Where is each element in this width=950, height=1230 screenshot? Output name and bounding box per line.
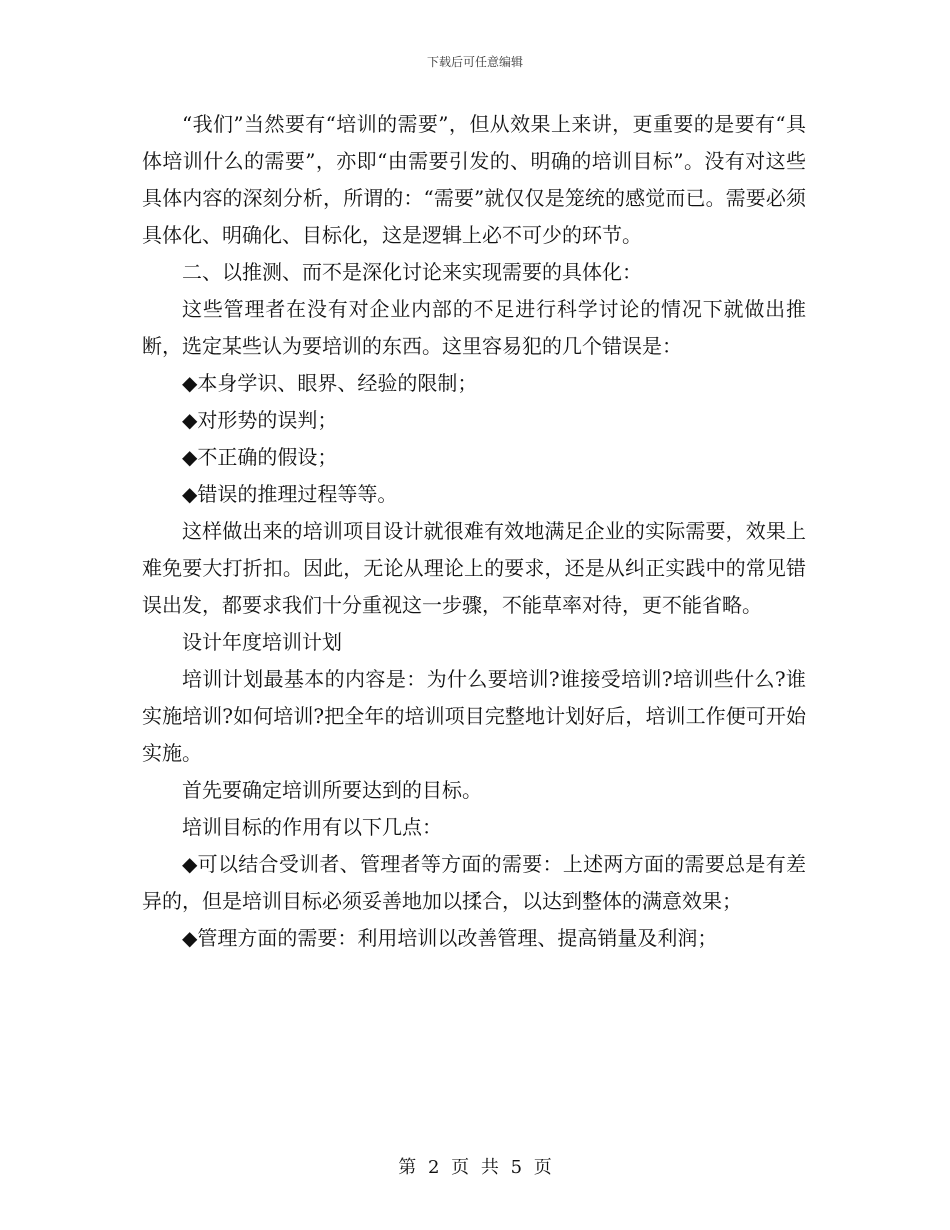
bullet-item: ◆不正确的假设； — [182, 445, 338, 469]
paragraph: 首先要确定培训所要达到的目标。 — [182, 778, 482, 802]
bullet-item: ◆本身学识、眼界、经验的限制； — [182, 371, 478, 395]
paragraph: 培训计划最基本的内容是：为什么要培训?谁接受培训?培训些什么?谁实施培训?如何培训?把全年的培训项目完整地计划好后，培训工作便可开始实施。 — [142, 667, 806, 765]
paragraph: 这样做出来的培训项目设计就很难有效地满足企业的实际需要，效果上难免要大打折扣。因此，无论从理论上的要求，还是从纠正实践中的常见错误出发，都要求我们十分重视这一步骤，不能草率对待，更不能省略。 — [142, 519, 806, 617]
paragraph: 这些管理者在没有对企业内部的不足进行科学讨论的情况下就做出推断，选定某些认为要培训的东西。这里容易犯的几个错误是： — [142, 297, 806, 358]
paragraph: “我们”当然要有“培训的需要”，但从效果上来讲，更重要的是要有“具体培训什么的需要”，亦即“由需要引发的、明确的培训目标”。没有对这些具体内容的深刻分析，所谓的：“需要”就仅仅是笼统的感觉而已。需要必须具体化、明确化、目标化，这是逻辑上必不可少的环节。 — [142, 112, 806, 247]
bullet-item: ◆可以结合受训者、管理者等方面的需要：上述两方面的需要总是有差异的，但是培训目标必须妥善地加以揉合，以达到整体的满意效果； — [142, 852, 806, 913]
paragraph: 培训目标的作用有以下几点： — [182, 815, 442, 839]
bullet-item: ◆对形势的误判； — [182, 408, 338, 432]
section-heading: 设计年度培训计划 — [182, 630, 342, 654]
section-heading: 二、以推测、而不是深化讨论来实现需要的具体化： — [182, 260, 642, 284]
document-body — [142, 106, 806, 957]
bullet-item: ◆管理方面的需要：利用培训以改善管理、提高销量及利润； — [182, 926, 718, 950]
page-header: 下载后可任意编辑 — [426, 55, 523, 69]
bullet-item: ◆错误的推理过程等等。 — [182, 482, 398, 506]
page-number-footer: 第 2 页 共 5 页 — [398, 1157, 552, 1178]
